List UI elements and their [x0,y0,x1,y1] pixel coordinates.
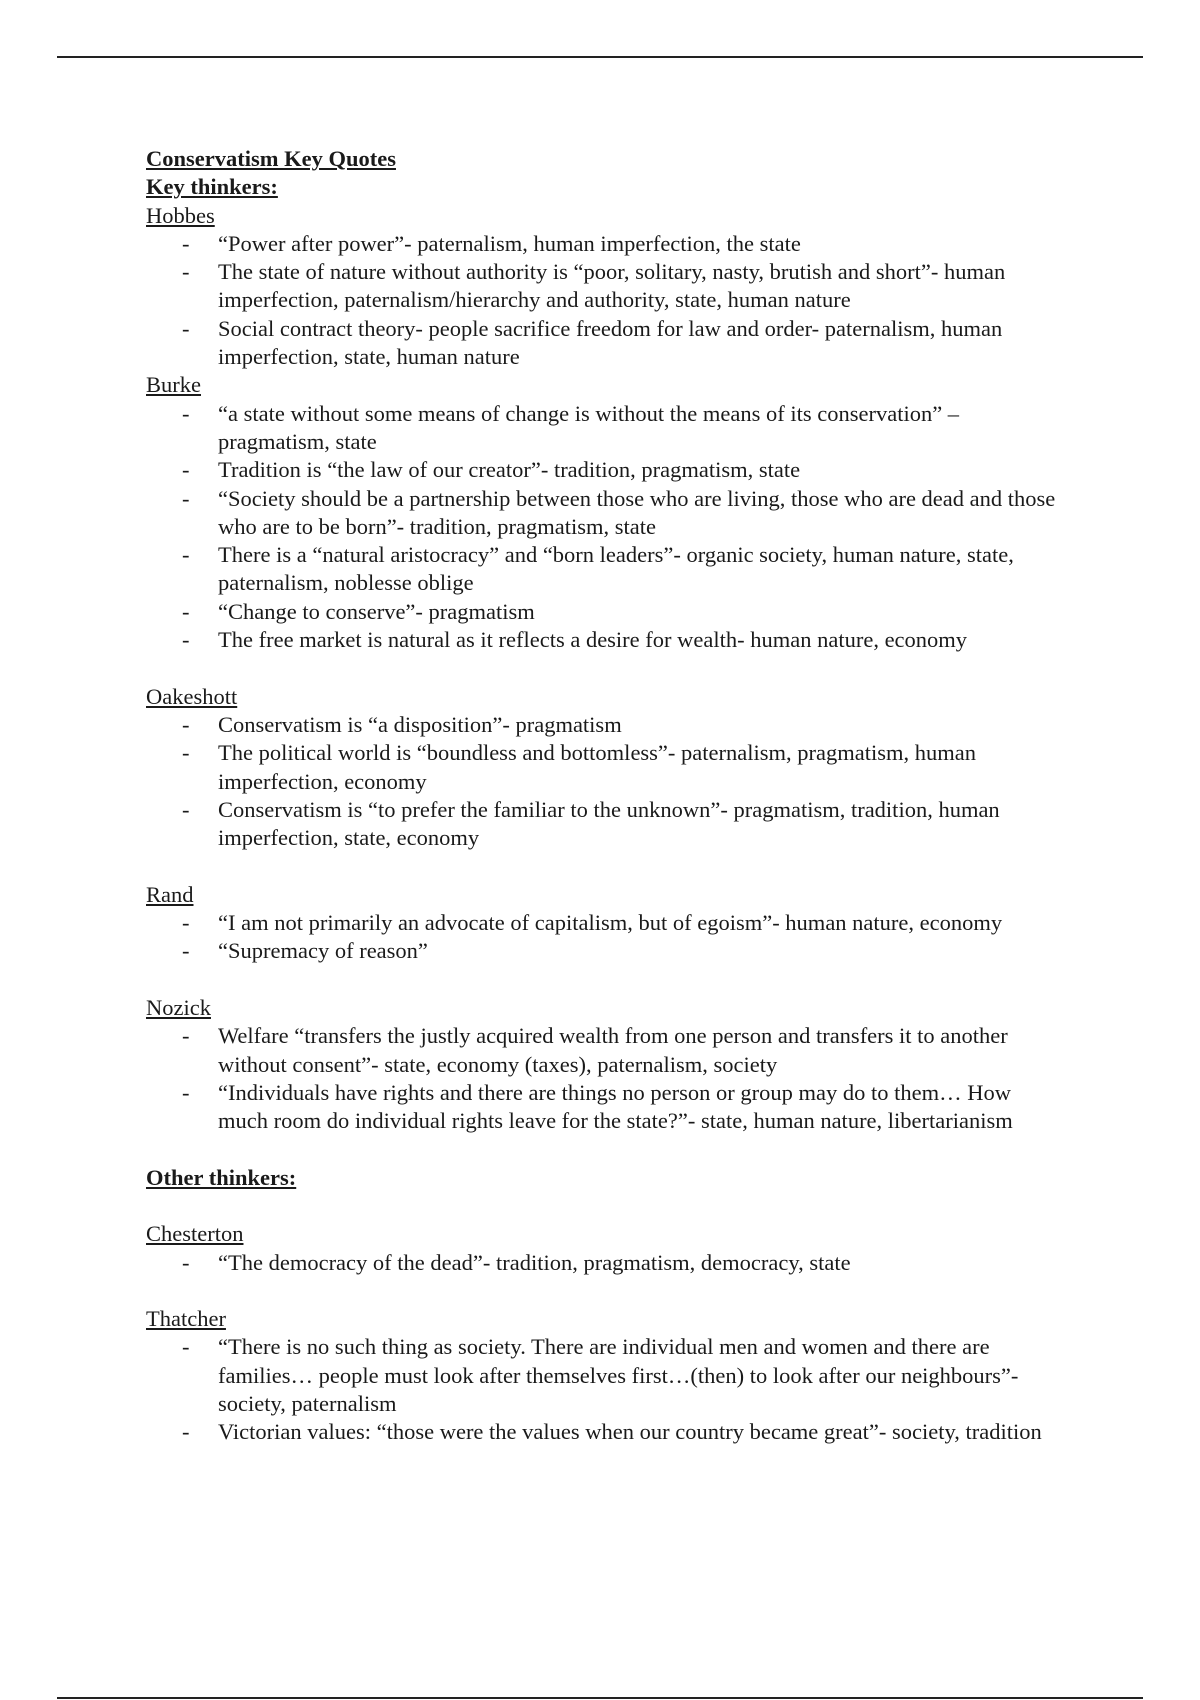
bullet-dash: - [182,485,190,511]
bullet-dash: - [182,400,190,426]
spacer [146,966,1066,994]
key-thinkers-heading: Key thinkers: [146,174,278,200]
rand-quotes [146,909,1066,966]
bullet-dash: - [182,740,190,766]
bullet-dash: - [182,1334,190,1360]
quote-item [146,230,1066,258]
bullet-dash: - [182,230,190,256]
quote-item [146,315,1066,372]
nozick-quotes [146,1022,1066,1135]
spacer [146,852,1066,880]
quote-item [146,400,1066,457]
other-thinkers-heading: Other thinkers: [146,1164,297,1190]
bullet-dash: - [182,1079,190,1105]
thinker-hobbes: Hobbes [146,202,215,228]
thinker-chesterton: Chesterton [146,1221,244,1247]
top-rule [57,56,1143,58]
quote-text: “Power after power”- paternalism, human imperfection, the state [218,230,801,256]
quote-text: The political world is “boundless and bottomless”- paternalism, pragmatism, human imperfection, economy [218,740,976,794]
spacer [146,1135,1066,1163]
quote-item [146,541,1066,598]
quote-item [146,485,1066,542]
quote-text: “I am not primarily an advocate of capitalism, but of egoism”- human nature, economy [218,910,1003,936]
quote-text: Tradition is “the law of our creator”- tradition, pragmatism, state [218,457,801,483]
quote-text: “There is no such thing as society. There are individual men and women and there are families… people must look after themselves first…(then) to look after our neighbours”- society, paternalism [218,1334,1019,1417]
quote-text: Conservatism is “a disposition”- pragmatism [218,711,622,737]
quote-item [146,937,1066,965]
spacer [146,1192,1066,1220]
bottom-rule [57,1697,1143,1699]
bullet-dash: - [182,1023,190,1049]
quote-item [146,1079,1066,1136]
quote-text: “Change to conserve”- pragmatism [218,598,535,624]
quote-item [146,909,1066,937]
quote-item [146,1022,1066,1079]
thinker-oakeshott: Oakeshott [146,683,238,709]
document-body [146,145,1066,1447]
quote-item [146,598,1066,626]
thinker-thatcher: Thatcher [146,1306,226,1332]
quote-text: “The democracy of the dead”- tradition, pragmatism, democracy, state [218,1249,851,1275]
quote-text: “a state without some means of change is without the means of its conservation” – pragmatism, state [218,400,960,454]
bullet-dash: - [182,938,190,964]
bullet-dash: - [182,598,190,624]
quote-text: Victorian values: “those were the values when our country became great”- society, tradition [218,1419,1042,1445]
quote-item [146,258,1066,315]
quote-text: The state of nature without authority is “poor, solitary, nasty, brutish and short”- human imperfection, paternalism/hierarchy and authority, state, human nature [218,259,1006,313]
bullet-dash: - [182,457,190,483]
thinker-nozick: Nozick [146,994,211,1020]
bullet-dash: - [182,259,190,285]
quote-text: “Individuals have rights and there are things no person or group may do to them… How much room do individual rights leave for the state?”- state, human nature, libertarianism [218,1079,1013,1134]
oakeshott-quotes [146,711,1066,852]
spacer [146,1277,1066,1305]
chesterton-quotes [146,1249,1066,1277]
bullet-dash: - [182,796,190,822]
quote-item [146,626,1066,654]
hobbes-quotes [146,230,1066,371]
thinker-rand: Rand [146,881,194,907]
spacer [146,654,1066,682]
bullet-dash: - [182,711,190,737]
quote-item [146,1249,1066,1277]
quote-text: Welfare “transfers the justly acquired wealth from one person and transfers it to another without consent”- state, economy (taxes), paternalism, society [218,1023,1008,1077]
thatcher-quotes [146,1333,1066,1446]
quote-text: “Society should be a partnership between those who are living, those who are dead and those who are to be born”- tradition, pragmatism, state [218,485,1056,539]
bullet-dash: - [182,542,190,568]
quote-item [146,711,1066,739]
quote-text: Conservatism is “to prefer the familiar to the unknown”- pragmatism, tradition, human imperfection, state, economy [218,796,1000,851]
burke-quotes [146,400,1066,655]
bullet-dash: - [182,627,190,653]
quote-item [146,456,1066,484]
bullet-dash: - [182,1249,190,1275]
quote-item [146,1418,1066,1446]
bullet-dash: - [182,1419,190,1445]
quote-text: Social contract theory- people sacrifice freedom for law and order- paternalism, human imperfection, state, human nature [218,315,1003,370]
quote-item [146,1333,1066,1418]
thinker-burke: Burke [146,372,201,398]
quote-text: “Supremacy of reason” [218,938,428,964]
bullet-dash: - [182,315,190,341]
quote-item [146,796,1066,853]
bullet-dash: - [182,910,190,936]
quote-text: There is a “natural aristocracy” and “born leaders”- organic society, human nature, state, paternalism, noblesse oblige [218,542,1014,596]
document-title: Conservatism Key Quotes [146,146,396,171]
quote-text: The free market is natural as it reflects a desire for wealth- human nature, economy [218,627,968,653]
quote-item [146,739,1066,796]
